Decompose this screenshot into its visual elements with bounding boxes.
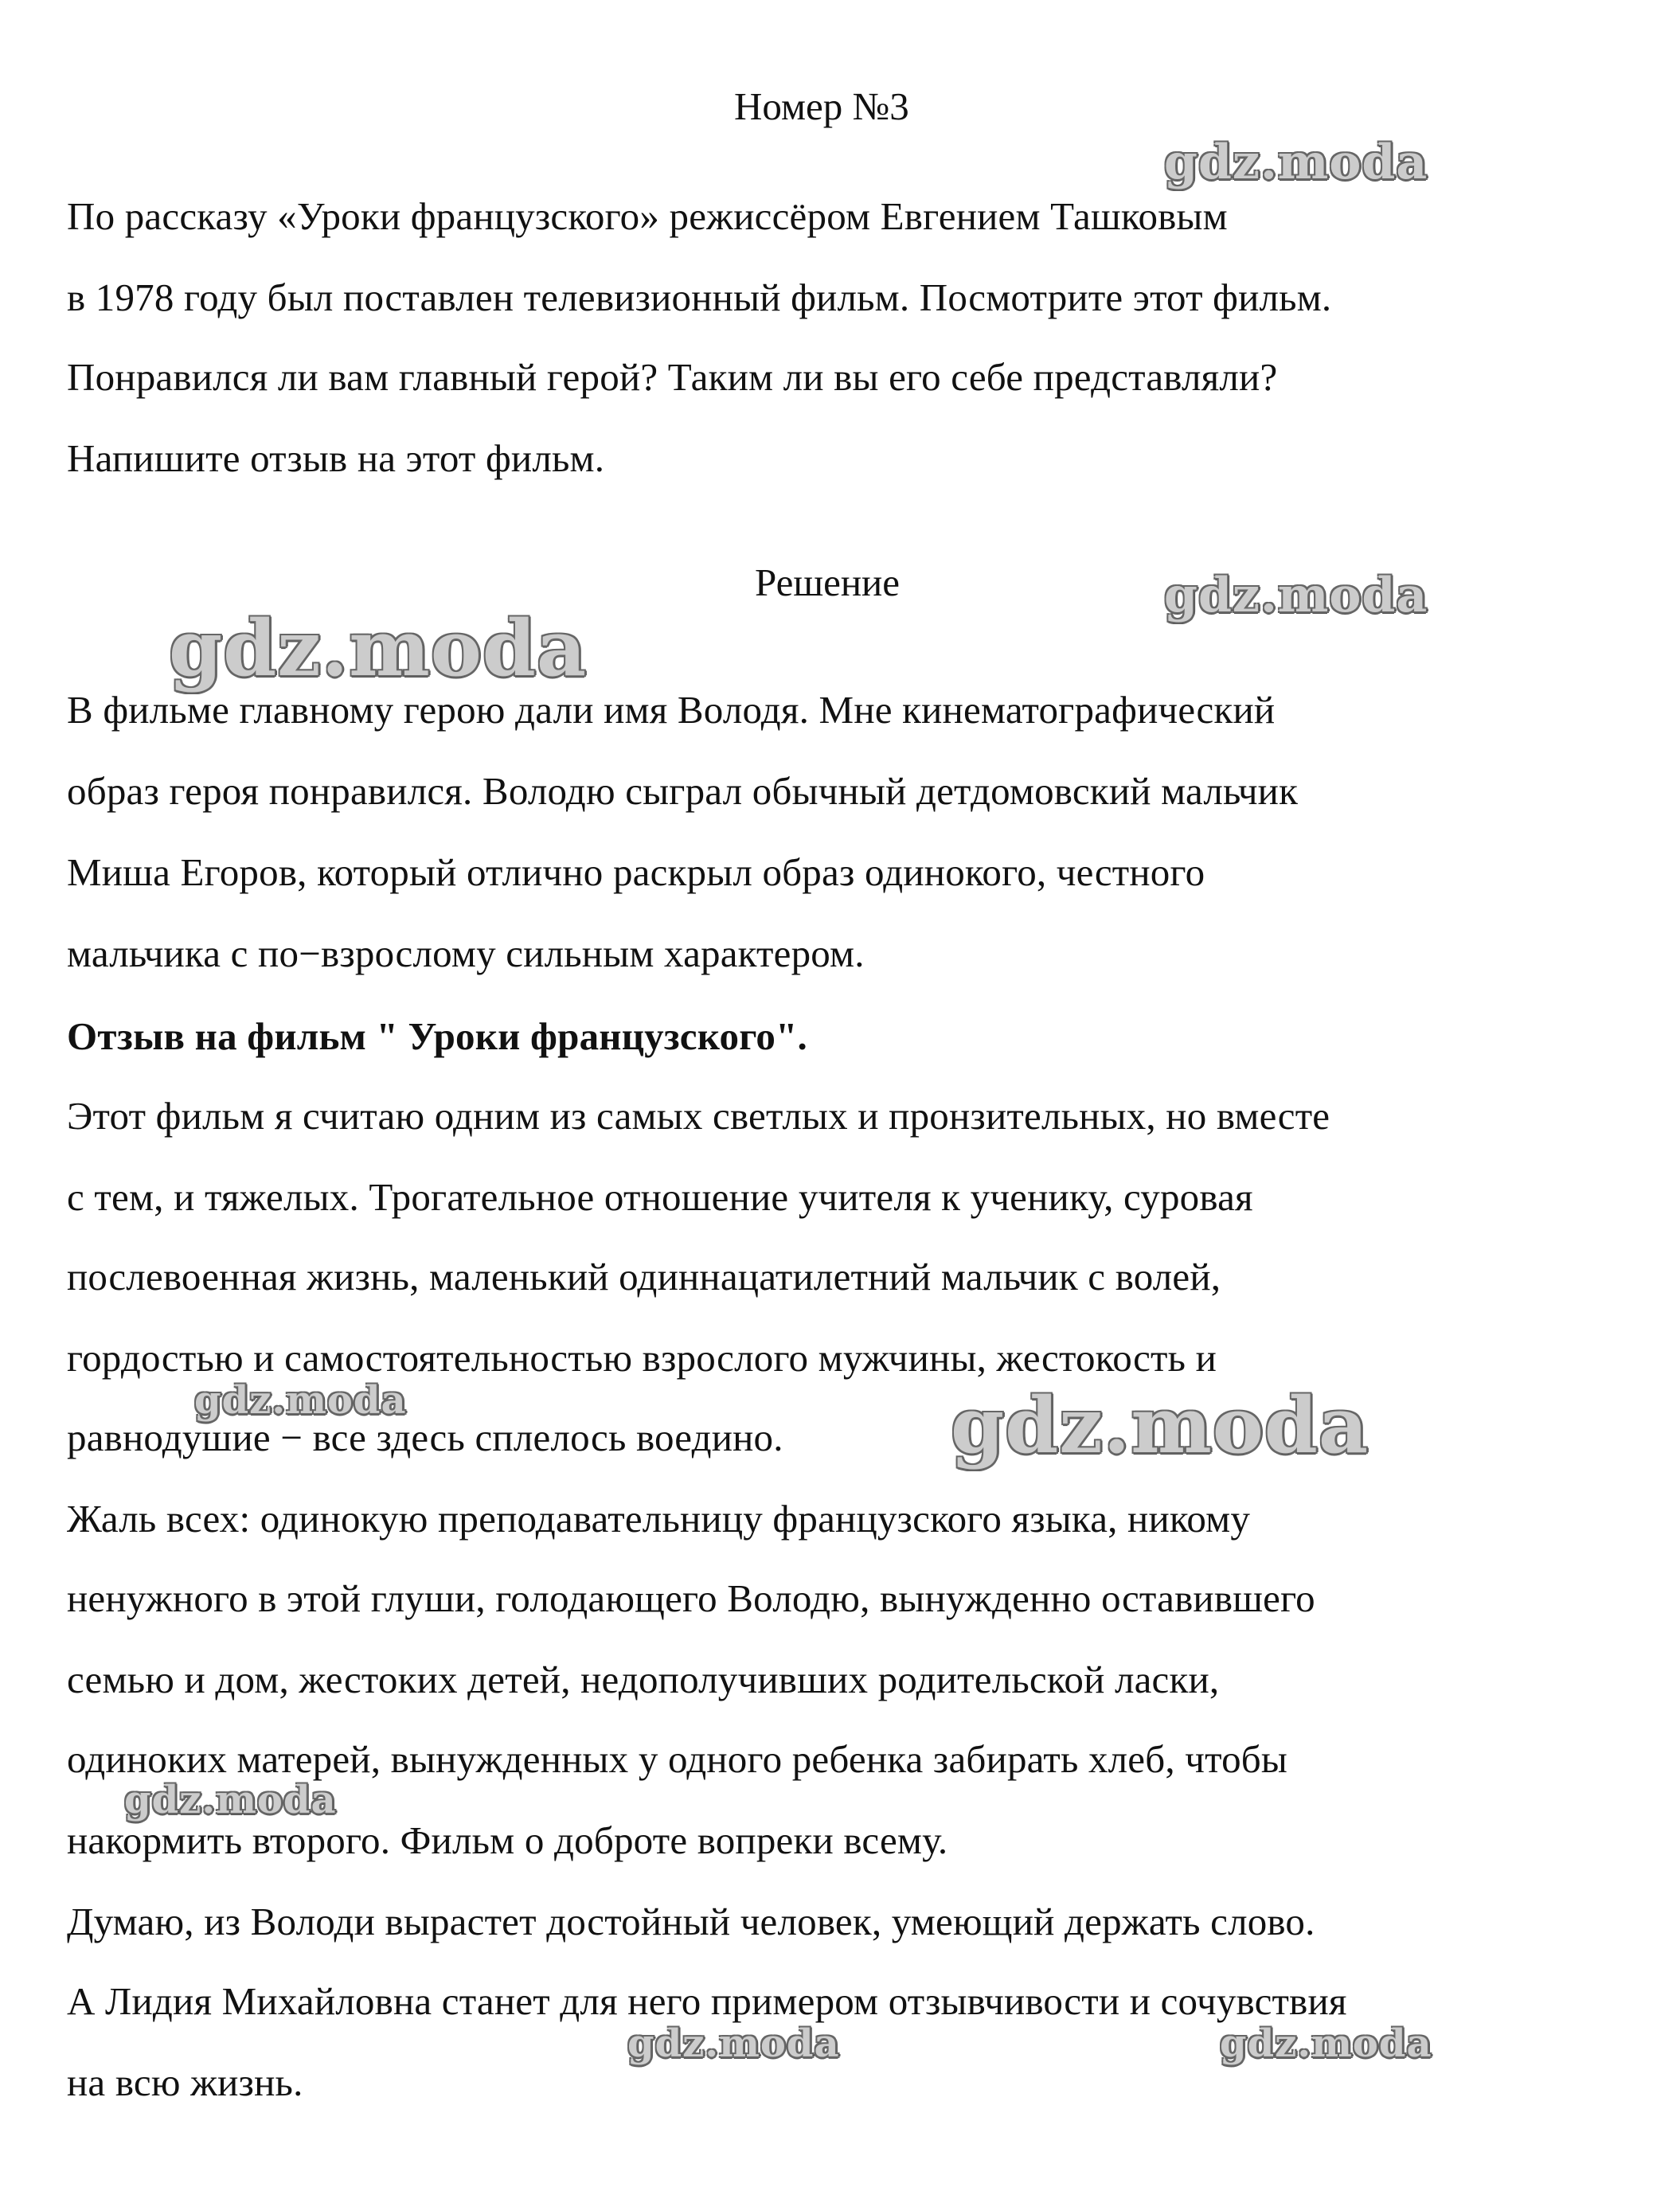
watermark-logo: gdz.moda xyxy=(627,2021,840,2066)
watermark-logo: gdz.moda xyxy=(169,603,588,693)
review-line: А Лидия Михайловна станет для него примером отзывчивости и сочувствия xyxy=(67,1979,1347,2023)
watermark-logo: gdz.moda xyxy=(1164,135,1428,190)
review-line: с тем, и тяжелых. Трогательное отношение учителя к ученику, суровая xyxy=(67,1175,1253,1219)
review-line: Этот фильм я считаю одним из самых светлых и пронзительных, но вместе xyxy=(67,1094,1330,1138)
solution-line: В фильме главному герою дали имя Володя. Мне кинематографический xyxy=(67,688,1276,732)
watermark-logo: gdz.moda xyxy=(194,1378,407,1423)
review-line: гордостью и самостоятельностью взрослого мужчины, жестокость и xyxy=(67,1336,1217,1380)
review-line: послевоенная жизнь, маленький одиннацатилетний мальчик с волей, xyxy=(67,1255,1221,1299)
review-line: равнодушие − все здесь сплелось воедино. xyxy=(67,1416,783,1459)
page-title: Номер №3 xyxy=(734,84,909,128)
review-title: Отзыв на фильм " Уроки французского". xyxy=(67,1014,807,1058)
review-line: Думаю, из Володи вырастет достойный человек, умеющий держать слово. xyxy=(67,1900,1315,1943)
review-line: семью и дом, жестоких детей, недополучивших родительской ласки, xyxy=(67,1658,1220,1701)
review-line: одиноких матерей, вынужденных у одного ребенка забирать хлеб, чтобы xyxy=(67,1737,1288,1781)
task-line: Напишите отзыв на этот фильм. xyxy=(67,436,605,480)
solution-line: мальчика с по−взрослому сильным характером. xyxy=(67,931,865,975)
review-line: на всю жизнь. xyxy=(67,2060,303,2104)
solution-heading: Решение xyxy=(755,560,901,604)
solution-line: образ героя понравился. Володю сыграл обычный детдомовский мальчик xyxy=(67,769,1299,813)
watermark-logo: gdz.moda xyxy=(1164,568,1428,623)
review-line: Жаль всех: одинокую преподавательницу французского языка, никому xyxy=(67,1497,1251,1541)
review-line: ненужного в этой глуши, голодающего Володю, вынужденно оставившего xyxy=(67,1576,1315,1620)
watermark-logo: gdz.moda xyxy=(1220,2021,1432,2066)
task-line: в 1978 году был поставлен телевизионный фильм. Посмотрите этот фильм. xyxy=(67,275,1332,319)
watermark-logo: gdz.moda xyxy=(124,1778,337,1822)
task-line: Понравился ли вам главный герой? Таким ли вы его себе представляли? xyxy=(67,355,1278,399)
review-line: накормить второго. Фильм о доброте вопреки всему. xyxy=(67,1818,948,1862)
task-line: По рассказу «Уроки французского» режиссёром Евгением Ташковым xyxy=(67,194,1228,238)
solution-line: Миша Егоров, который отлично раскрыл образ одинокого, честного xyxy=(67,850,1205,894)
watermark-logo: gdz.moda xyxy=(951,1381,1369,1470)
